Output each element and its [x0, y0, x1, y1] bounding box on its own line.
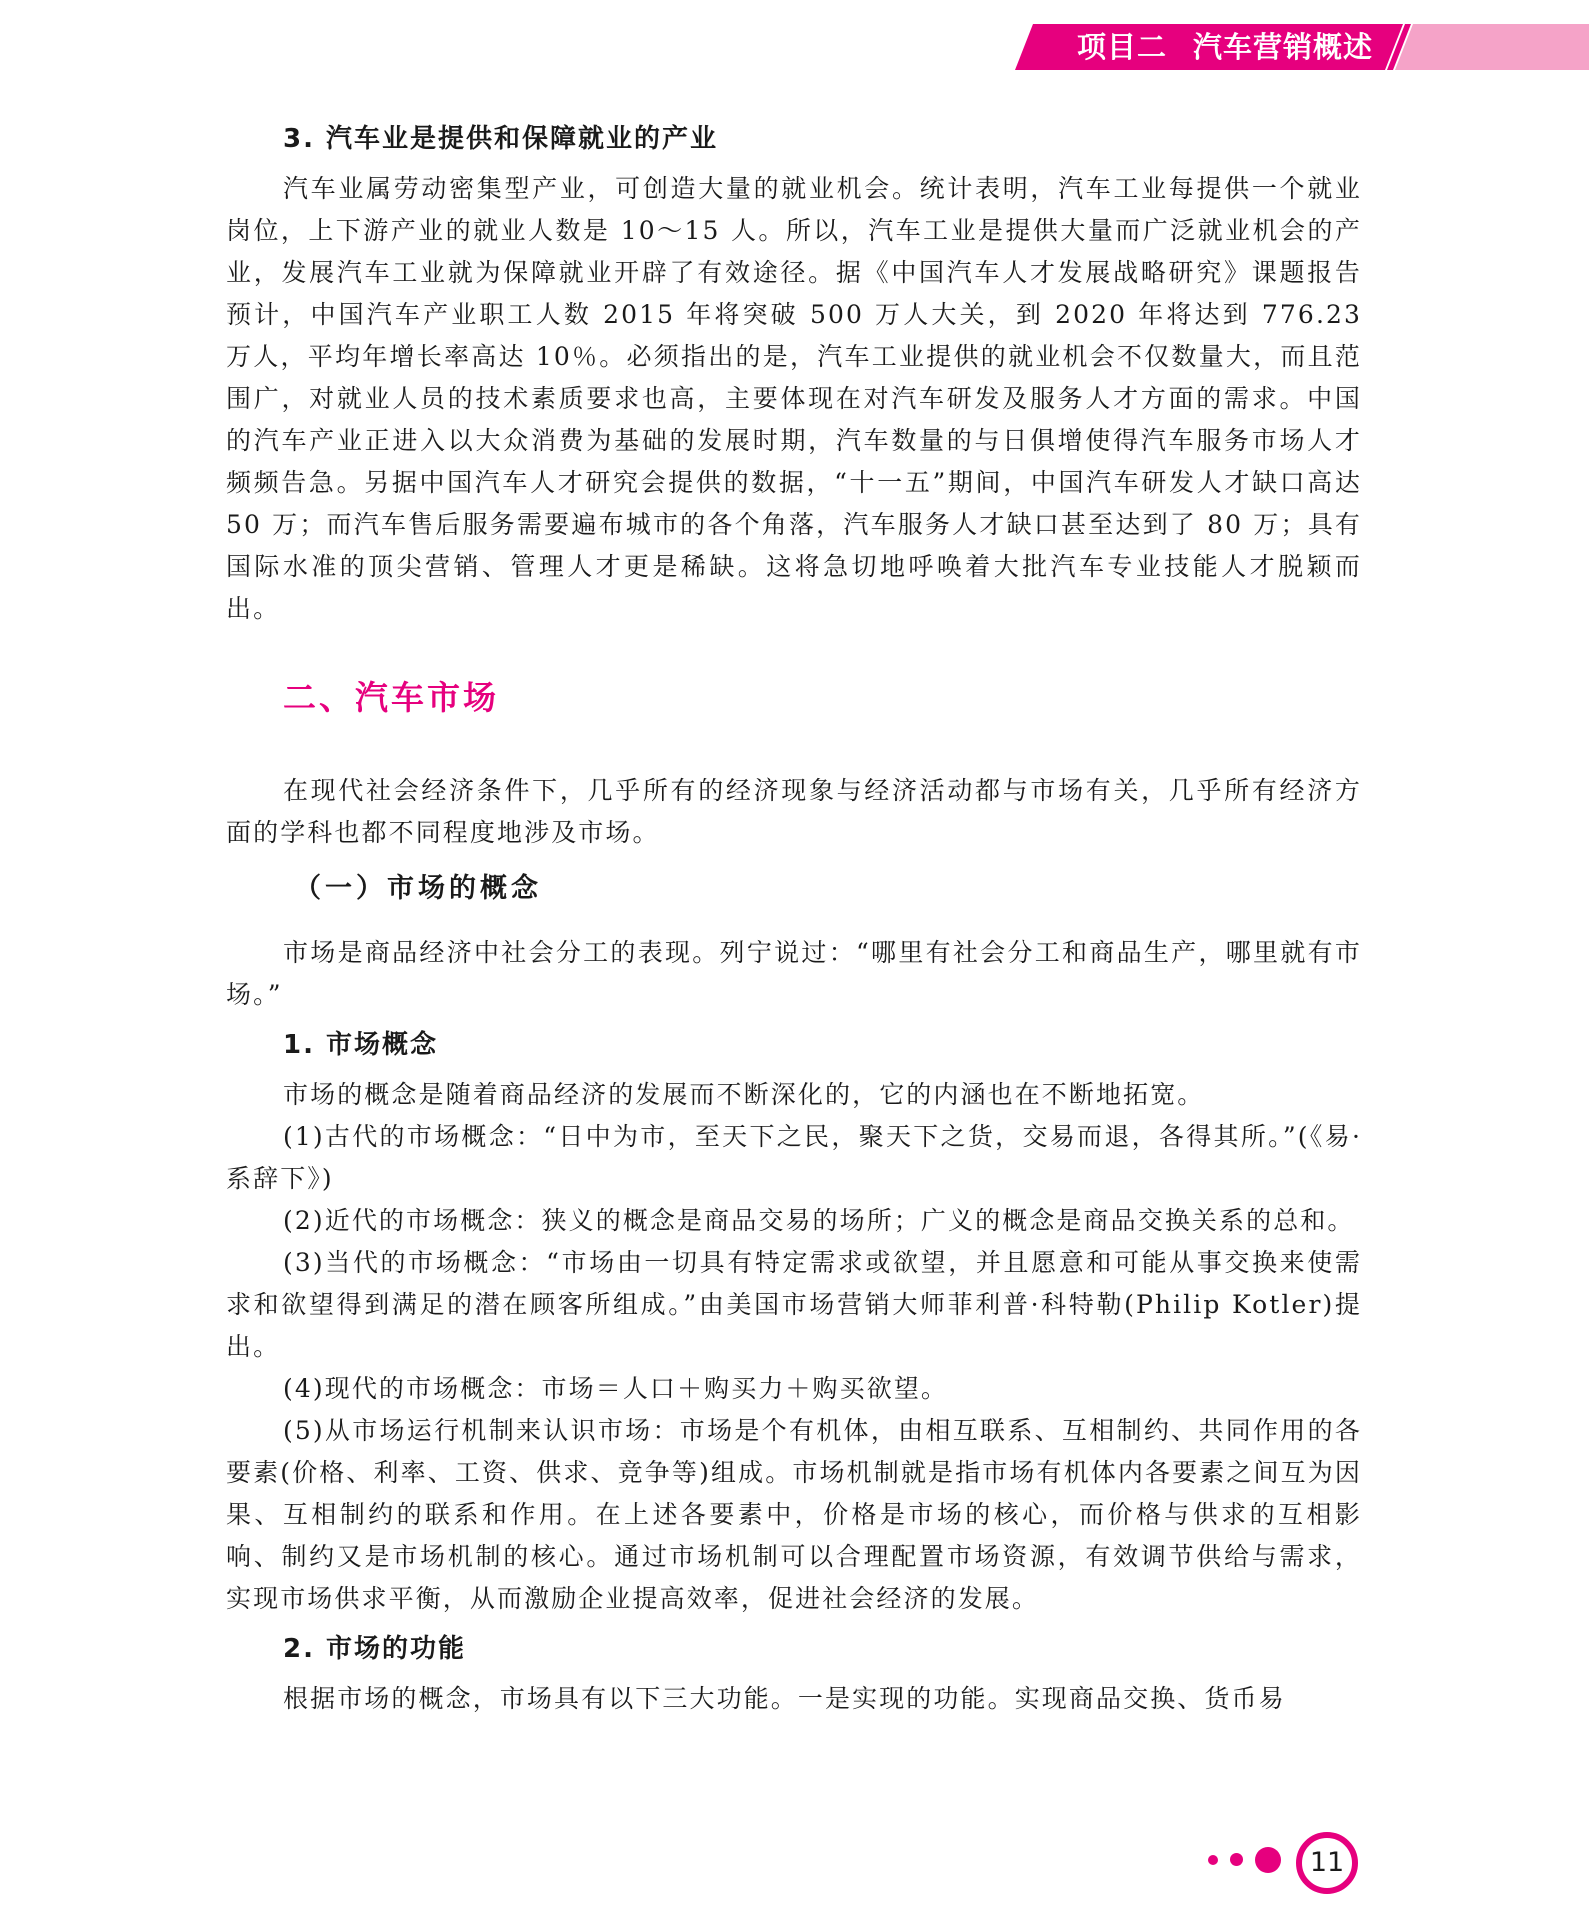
subsection-heading-2: 2. 市场的功能 [283, 1634, 467, 1664]
list-item-modern-early-concept: (2)近代的市场概念：狭义的概念是商品交易的场所；广义的概念是商品交换关系的总和。 [283, 1206, 1355, 1235]
header-banner [1015, 24, 1589, 70]
subsection-heading-market-concept: （一）市场的概念 [294, 873, 542, 904]
section-heading-auto-market: 二、汽车市场 [283, 678, 499, 717]
paragraph-concept-evolution: 市场的概念是随着商品经济的发展而不断深化的，它的内涵也在不断地拓宽。 [283, 1080, 1205, 1109]
header-chapter-title: 汽车营销概述 [1193, 30, 1374, 64]
page-number: 11 [1296, 1832, 1358, 1894]
paragraph-employment: 汽车业属劳动密集型产业，可创造大量的就业机会。统计表明，汽车工业每提供一个就业岗位，上下游产业的就业人数是 10～15 人。所以，汽车工业是提供大量而广泛就业机会的产业，发展汽车工业就为保障就业开辟了有效途径。据《中国汽车人才发展战略研究》课题报告预计，中国汽车产业职工人数 2015 年将突破 500 万人大关，到 2020 年将达到 776.23 万人，平均年增长率高达 10％。必须指出的是，汽车工业提供的就业机会不仅数量大，而且范围广，对就业人员的技术素质要求也高，主要体现在对汽车研发及服务人才方面的需求。中国的汽车产业正进入以大众消费为基础的发展时期，汽车数量的与日俱增使得汽车服务市场人才频频告急。另据中国汽车人才研究会提供的数据，“十一五”期间，中国汽车研发人才缺口高达 50 万；而汽车售后服务需要遍布城市的各个角落，汽车服务人才缺口甚至达到了 80 万；具有国际水准的顶尖营销、管理人才更是稀缺。这将急切地呼唤着大批汽车专业技能人才脱颖而出。 [226, 174, 1362, 623]
list-item-contemporary-concept: (3)当代的市场概念：“市场由一切具有特定需求或欲望，并且愿意和可能从事交换来使需求和欲望得到满足的潜在顾客所组成。”由美国市场营销大师菲利普·科特勒(Philip Kotler)提出。 [226, 1248, 1362, 1361]
header-project: 项目二 [1076, 30, 1167, 64]
list-item-mechanism-concept: (5)从市场运行机制来认识市场：市场是个有机体，由相互联系、互相制约、共同作用的各要素(价格、利率、工资、供求、竞争等)组成。市场机制就是指市场有机体内各要素之间互为因果、互相制约的联系和作用。在上述各要素中，价格是市场的核心，而价格与供求的互相影响、制约又是市场机制的核心。通过市场机制可以合理配置市场资源，有效调节供给与需求，实现市场供求平衡，从而激励企业提高效率，促进社会经济的发展。 [226, 1416, 1362, 1613]
decor-dot-large [1255, 1847, 1281, 1873]
decor-dot-medium [1230, 1853, 1243, 1866]
list-item-modern-concept: (4)现代的市场概念：市场＝人口＋购买力＋购买欲望。 [283, 1374, 949, 1403]
subsection-heading-3: 3. 汽车业是提供和保障就业的产业 [283, 124, 719, 154]
page-number-badge [1208, 1834, 1368, 1894]
subsection-heading-1: 1. 市场概念 [283, 1030, 439, 1060]
paragraph-lenin-quote: 市场是商品经济中社会分工的表现。列宁说过：“哪里有社会分工和商品生产，哪里就有市场。” [226, 938, 1362, 1009]
list-item-ancient-concept: (1)古代的市场概念：“日中为市，至天下之民，聚天下之货，交易而退，各得其所。”(《易·系辞下》) [226, 1122, 1362, 1193]
paragraph-market-intro: 在现代社会经济条件下，几乎所有的经济现象与经济活动都与市场有关，几乎所有经济方面的学科也都不同程度地涉及市场。 [226, 776, 1362, 847]
decor-dot-small [1208, 1855, 1218, 1865]
header-title [1015, 24, 1435, 70]
page-content [226, 118, 1362, 1720]
paragraph-market-functions: 根据市场的概念，市场具有以下三大功能。一是实现的功能。实现商品交换、货币易 [283, 1684, 1286, 1713]
